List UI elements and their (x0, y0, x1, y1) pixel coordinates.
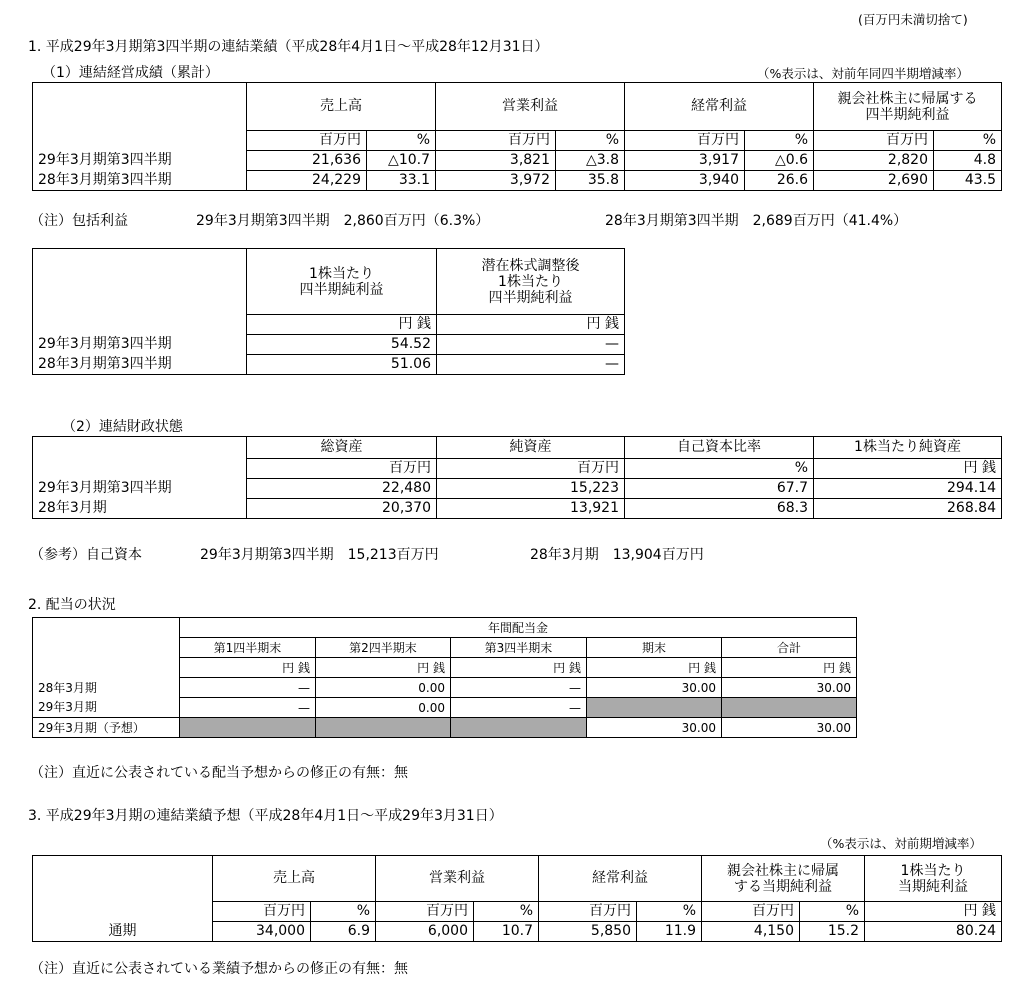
section2-title: 2. 配当の状況 (28, 597, 116, 613)
cell: 0.00 (316, 698, 451, 718)
cell: 30.00 (722, 718, 857, 738)
header-net-income (702, 856, 865, 902)
shaded-cell (587, 698, 722, 718)
cell: — (180, 678, 316, 698)
unit-yen: 円 銭 (722, 658, 857, 678)
unit-pct: % (474, 902, 539, 922)
header-q2: 第2四半期末 (316, 638, 451, 658)
cell: 43.5 (934, 171, 1002, 191)
header-equity-ratio: 自己資本比率 (625, 437, 814, 459)
section1-title: 1. 平成29年3月期第3四半期の連結業績（平成28年4月1日～平成28年12月31日） (28, 39, 549, 55)
header-blank (33, 856, 213, 902)
unit-blank (33, 459, 247, 479)
cell: 5,850 (539, 922, 637, 942)
section3-title: 3. 平成29年3月期の連結業績予想（平成28年4月1日～平成29年3月31日） (28, 808, 503, 824)
header-bps: 1株当たり純資産 (814, 437, 1002, 459)
shaded-cell (451, 718, 587, 738)
header-diluted-eps-line1: 潜在株式調整後 (481, 257, 580, 274)
unit-pct: % (556, 131, 625, 151)
cell: 26.6 (745, 171, 814, 191)
cell: 54.52 (247, 335, 437, 355)
header-blank (33, 437, 247, 459)
header-net-income-line1: 親会社株主に帰属する (837, 90, 978, 107)
row-label: 通期 (33, 922, 213, 942)
section1-sub2: （2）連結財政状態 (62, 419, 183, 435)
cell: 21,636 (247, 151, 367, 171)
section3-pct-note: （%表示は、対前期増減率） (820, 836, 982, 851)
cell: — (437, 335, 625, 355)
cell: 10.7 (474, 922, 539, 942)
header-eps-line1: 1株当たり (309, 265, 374, 282)
header-sales: 売上高 (213, 856, 376, 902)
cell: — (437, 355, 625, 375)
unit-mil: 百万円 (213, 902, 311, 922)
header-ordinary-income: 経常利益 (539, 856, 702, 902)
section1-pct-note: （%表示は、対前年同四半期増減率） (757, 66, 969, 81)
row-label: 29年3月期 (33, 698, 180, 718)
table-row (33, 499, 1002, 519)
unit-mil: 百万円 (247, 131, 367, 151)
unit-mil: 百万円 (702, 902, 800, 922)
unit-blank (33, 658, 180, 678)
unit-mil: 百万円 (814, 131, 934, 151)
cell: 67.7 (625, 479, 814, 499)
cell: — (180, 698, 316, 718)
financial-position-table (32, 436, 1002, 519)
eps-table (32, 248, 625, 375)
header-net-income-line2: する当期純利益 (734, 878, 832, 895)
unit-yen: 円 銭 (437, 315, 625, 335)
unit-blank (33, 315, 247, 335)
cell: 13,921 (437, 499, 625, 519)
row-label: 29年3月期第3四半期 (33, 151, 247, 171)
table-row (33, 479, 1002, 499)
operating-results-table (32, 82, 1002, 191)
unit-mil: 百万円 (376, 902, 474, 922)
dividend-revision-note: （注）直近に公表されている配当予想からの修正の有無：無 (30, 765, 408, 781)
reference-equity-current: 29年3月期第3四半期 15,213百万円 (200, 547, 439, 563)
row-label: 28年3月期 (33, 499, 247, 519)
header-q1: 第1四半期末 (180, 638, 316, 658)
table-row (33, 355, 625, 375)
row-label: 28年3月期第3四半期 (33, 171, 247, 191)
shaded-cell (316, 718, 451, 738)
cell: 3,821 (436, 151, 556, 171)
header-net-income-line1: 親会社株主に帰属 (727, 862, 839, 879)
cell: 3,972 (436, 171, 556, 191)
unit-mil: 百万円 (539, 902, 637, 922)
shaded-cell (722, 698, 857, 718)
header-ordinary-income: 経常利益 (625, 83, 814, 131)
cell: 4.8 (934, 151, 1002, 171)
header-blank (33, 638, 180, 658)
cell: 4,150 (702, 922, 800, 942)
header-blank (33, 83, 247, 131)
header-operating-income: 営業利益 (436, 83, 625, 131)
table-row (33, 151, 1002, 171)
header-eps-line2: 当期純利益 (898, 878, 968, 895)
unit: 百万円 (437, 459, 625, 479)
cell: 30.00 (587, 718, 722, 738)
header-eps-line2: 四半期純利益 (299, 281, 384, 298)
header-net-income (814, 83, 1002, 131)
unit-pct: % (311, 902, 376, 922)
header-blank (33, 249, 247, 315)
cell: — (451, 678, 587, 698)
header-total-assets: 総資産 (247, 437, 437, 459)
shaded-cell (180, 718, 316, 738)
cell: 2,820 (814, 151, 934, 171)
cell: 35.8 (556, 171, 625, 191)
cell: 6,000 (376, 922, 474, 942)
cell: 30.00 (587, 678, 722, 698)
cell: 80.24 (865, 922, 1002, 942)
cell: 20,370 (247, 499, 437, 519)
unit-yen: 円 銭 (180, 658, 316, 678)
header-q3: 第3四半期末 (451, 638, 587, 658)
header-annual-dividends: 年間配当金 (180, 618, 857, 638)
unit: 百万円 (247, 459, 437, 479)
unit-pct: % (745, 131, 814, 151)
unit-yen: 円 銭 (865, 902, 1002, 922)
cell: 15.2 (800, 922, 865, 942)
header-diluted-eps-line2: 1株当たり (498, 273, 563, 290)
cell: 3,940 (625, 171, 745, 191)
header-year-end: 期末 (587, 638, 722, 658)
reference-equity-label: （参考）自己資本 (30, 547, 142, 563)
unit-yen: 円 銭 (451, 658, 587, 678)
cell: 3,917 (625, 151, 745, 171)
header-sales: 売上高 (247, 83, 436, 131)
header-eps (865, 856, 1002, 902)
unit-pct: % (800, 902, 865, 922)
row-label: 29年3月期第3四半期 (33, 335, 247, 355)
unit-mil: 百万円 (625, 131, 745, 151)
comprehensive-income-current: 29年3月期第3四半期 2,860百万円（6.3%） (196, 213, 490, 229)
table-row (33, 698, 857, 718)
cell: 15,223 (437, 479, 625, 499)
unit-yen: 円 銭 (316, 658, 451, 678)
unit-yen: 円 銭 (247, 315, 437, 335)
cell: 22,480 (247, 479, 437, 499)
forecast-revision-note: （注）直近に公表されている業績予想からの修正の有無：無 (30, 961, 408, 977)
cell: 0.00 (316, 678, 451, 698)
cell: 6.9 (311, 922, 376, 942)
unit: % (625, 459, 814, 479)
unit: 円 銭 (814, 459, 1002, 479)
cell: 34,000 (213, 922, 311, 942)
cell: 33.1 (367, 171, 436, 191)
header-net-income-line2: 四半期純利益 (865, 106, 950, 123)
header-eps (247, 249, 437, 315)
unit-yen: 円 銭 (587, 658, 722, 678)
unit-blank (33, 131, 247, 151)
row-label: 28年3月期 (33, 678, 180, 698)
unit-pct: % (934, 131, 1002, 151)
comprehensive-income-previous: 28年3月期第3四半期 2,689百万円（41.4%） (605, 213, 908, 229)
cell: △0.6 (745, 151, 814, 171)
unit-blank (33, 902, 213, 922)
header-operating-income: 営業利益 (376, 856, 539, 902)
cell: 294.14 (814, 479, 1002, 499)
cell: 30.00 (722, 678, 857, 698)
header-total: 合計 (722, 638, 857, 658)
section1-sub1: （1）連結経営成績（累計） (42, 65, 219, 81)
cell: 268.84 (814, 499, 1002, 519)
unit-pct: % (637, 902, 702, 922)
table-row (33, 922, 1002, 942)
header-blank (33, 618, 180, 638)
table-row (33, 335, 625, 355)
comprehensive-income-label: （注）包括利益 (30, 213, 128, 229)
header-net-assets: 純資産 (437, 437, 625, 459)
header-diluted-eps-line3: 四半期純利益 (488, 289, 573, 306)
table-row (33, 678, 857, 698)
unit-mil: 百万円 (436, 131, 556, 151)
cell: 68.3 (625, 499, 814, 519)
reference-equity-previous: 28年3月期 13,904百万円 (530, 547, 704, 563)
table-row (33, 718, 857, 738)
row-label: 29年3月期第3四半期 (33, 479, 247, 499)
forecast-table (32, 855, 1002, 942)
unit-pct: % (367, 131, 436, 151)
cell: 11.9 (637, 922, 702, 942)
header-eps-line1: 1株当たり (900, 862, 966, 879)
row-label: 29年3月期（予想） (33, 718, 180, 738)
cell: 2,690 (814, 171, 934, 191)
cell: 24,229 (247, 171, 367, 191)
cell: — (451, 698, 587, 718)
unit-note: (百万円未満切捨て) (858, 12, 968, 27)
cell: △3.8 (556, 151, 625, 171)
header-diluted-eps (437, 249, 625, 315)
cell: △10.7 (367, 151, 436, 171)
cell: 51.06 (247, 355, 437, 375)
table-row (33, 171, 1002, 191)
row-label: 28年3月期第3四半期 (33, 355, 247, 375)
dividends-table (32, 617, 857, 738)
